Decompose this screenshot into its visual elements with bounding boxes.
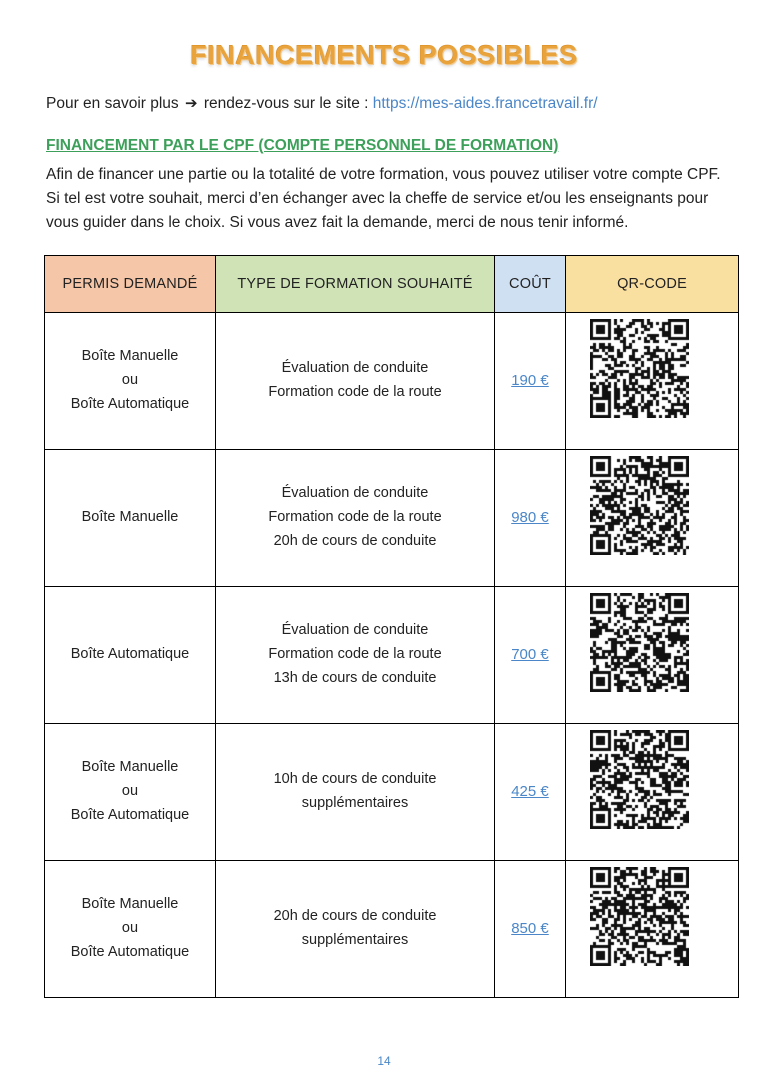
permis-line: Boîte Automatique [70, 645, 190, 662]
permis-line: Boîte Automatique [70, 806, 190, 823]
column-header-permis: PERMIS DEMANDÉ [45, 255, 216, 312]
funding-table [44, 255, 739, 998]
type-line: 10h de cours de conduite [273, 770, 437, 787]
cell-permis [45, 723, 216, 860]
section-paragraph: Afin de financer une partie ou la totalité de votre formation, vous pouvez utiliser votre compte CPF. Si tel est votre souhait, merci d’en échanger avec la cheffe de service et/ou les enseignants pour vous guider dans le choix. Si vous avez fait la demande, merci de nous tenir informé. [46, 165, 721, 231]
intro-middle: rendez-vous sur le site : [203, 95, 369, 112]
type-line: Formation code de la route [268, 383, 442, 400]
qr-code-image[interactable] [590, 593, 714, 717]
price-value: 850 € [511, 920, 549, 938]
page-title: FINANCEMENTS POSSIBLES [190, 40, 578, 70]
price-value: 980 € [511, 509, 549, 527]
cell-permis [45, 312, 216, 449]
table-row [45, 586, 739, 723]
table-row [45, 312, 739, 449]
type-line: 13h de cours de conduite [273, 669, 437, 686]
qr-code-image[interactable] [590, 730, 714, 854]
cell-cout [495, 312, 566, 449]
cell-qrcode [566, 860, 739, 997]
cell-qrcode [566, 312, 739, 449]
type-line: Évaluation de conduite [281, 621, 429, 638]
type-line: Évaluation de conduite [281, 359, 429, 376]
cell-type [216, 723, 495, 860]
permis-line: ou [121, 371, 139, 388]
permis-line: Boîte Automatique [70, 395, 190, 412]
column-header-type: TYPE DE FORMATION SOUHAITÉ [216, 255, 495, 312]
permis-line: Boîte Automatique [70, 943, 190, 960]
cell-cout [495, 860, 566, 997]
permis-line: Boîte Manuelle [81, 895, 179, 912]
cell-permis [45, 449, 216, 586]
cell-cout [495, 449, 566, 586]
type-line: 20h de cours de conduite [273, 907, 437, 924]
cell-type [216, 586, 495, 723]
column-header-qrcode: QR-CODE [566, 255, 739, 312]
arrow-icon: ➔ [185, 95, 198, 112]
type-line: supplémentaires [301, 931, 409, 948]
cell-type [216, 860, 495, 997]
table-row [45, 723, 739, 860]
intro-prefix: Pour en savoir plus [46, 95, 179, 112]
cell-qrcode [566, 586, 739, 723]
table-row [45, 449, 739, 586]
cell-qrcode [566, 723, 739, 860]
type-line: Évaluation de conduite [281, 484, 429, 501]
permis-line: Boîte Manuelle [81, 347, 179, 364]
permis-line: ou [121, 919, 139, 936]
cell-cout [495, 586, 566, 723]
price-value: 425 € [511, 783, 549, 801]
type-line: supplémentaires [301, 794, 409, 811]
table-body [45, 312, 739, 997]
cell-cout [495, 723, 566, 860]
permis-line: Boîte Manuelle [81, 758, 179, 775]
qr-code-image[interactable] [590, 456, 714, 580]
column-header-cout: COÛT [495, 255, 566, 312]
mes-aides-link[interactable]: https://mes-aides.francetravail.fr/ [372, 95, 598, 112]
cell-qrcode [566, 449, 739, 586]
section-subtitle: FINANCEMENT PAR LE CPF (COMPTE PERSONNEL DE FORMATION) [46, 136, 559, 154]
price-value: 700 € [511, 646, 549, 664]
permis-line: ou [121, 782, 139, 799]
intro-line [46, 93, 724, 115]
page-number: 14 [377, 1054, 391, 1068]
type-line: 20h de cours de conduite [273, 532, 437, 549]
cell-permis [45, 586, 216, 723]
type-line: Formation code de la route [268, 508, 442, 525]
cell-permis [45, 860, 216, 997]
table-row [45, 860, 739, 997]
qr-code-image[interactable] [590, 867, 714, 991]
permis-line: Boîte Manuelle [81, 508, 179, 525]
qr-code-image[interactable] [590, 319, 714, 443]
type-line: Formation code de la route [268, 645, 442, 662]
price-value: 190 € [511, 372, 549, 390]
cell-type [216, 312, 495, 449]
table-header-row [45, 255, 739, 312]
cell-type [216, 449, 495, 586]
